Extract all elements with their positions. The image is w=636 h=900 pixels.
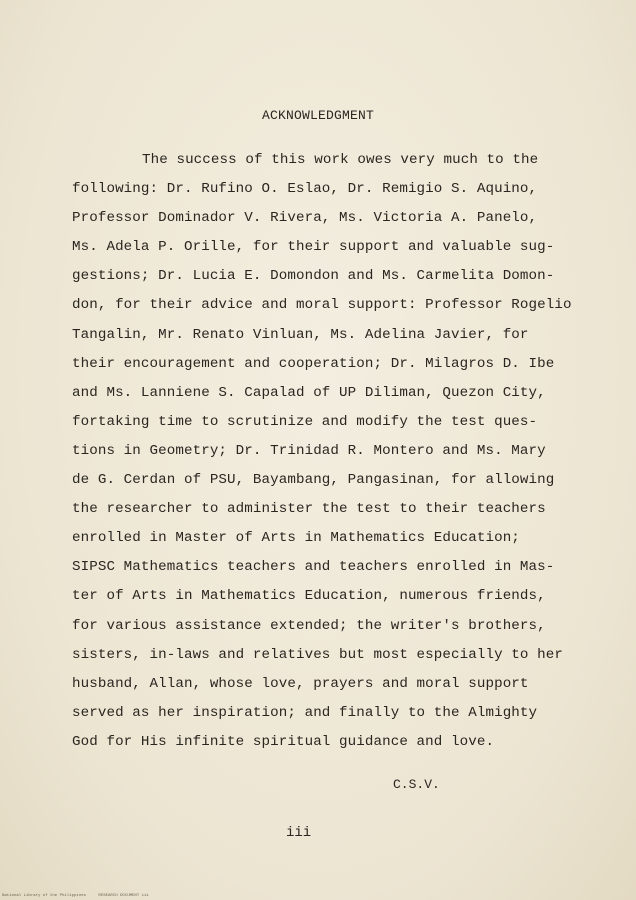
document-title: ACKNOWLEDGMENT bbox=[261, 108, 375, 123]
body-line: God for His infinite spiritual guidance and love. bbox=[72, 733, 495, 750]
body-line: husband, Allan, whose love, prayers and moral support bbox=[72, 675, 529, 692]
page-number: iii bbox=[286, 825, 312, 841]
signature-initials: C.S.V. bbox=[393, 777, 440, 792]
scan-footer bbox=[0, 893, 636, 900]
body-line: Tangalin, Mr. Renato Vinluan, Ms. Adelina Javier, for bbox=[72, 326, 529, 343]
footer-right: RESEARCH DOCUMENT iii bbox=[98, 894, 149, 898]
body-line: de G. Cerdan of PSU, Bayambang, Pangasinan, for allowing bbox=[72, 472, 555, 489]
body-line: The success of this work owes very much to the bbox=[142, 152, 539, 168]
body-line: Professor Dominador V. Rivera, Ms. Victoria A. Panelo, bbox=[72, 210, 538, 227]
body-line: Ms. Adela P. Orille, for their support and valuable sug- bbox=[72, 239, 555, 256]
body-line: following: Dr. Rufino O. Eslao, Dr. Remigio S. Aquino, bbox=[72, 181, 538, 198]
body-line: their encouragement and cooperation; Dr. Milagros D. Ibe bbox=[72, 355, 555, 372]
body-line: sisters, in-laws and relatives but most especially to her bbox=[72, 646, 563, 663]
body-line: tions in Geometry; Dr. Trinidad R. Montero and Ms. Mary bbox=[72, 442, 546, 459]
body-line: for various assistance extended; the writer's brothers, bbox=[72, 617, 546, 634]
body-line: gestions; Dr. Lucia E. Domondon and Ms. Carmelita Domon- bbox=[72, 268, 555, 285]
acknowledgment-body bbox=[72, 150, 592, 761]
body-line: SIPSC Mathematics teachers and teachers enrolled in Mas- bbox=[72, 559, 555, 576]
body-line: don, for their advice and moral support: Professor Rogelio bbox=[72, 297, 572, 314]
body-line: fortaking time to scrutinize and modify the test ques- bbox=[72, 413, 538, 430]
body-line: ter of Arts in Mathematics Education, numerous friends, bbox=[72, 588, 546, 605]
footer-left: National Library of the Philippines bbox=[2, 894, 87, 898]
body-line: and Ms. Lanniene S. Capalad of UP Diliman, Quezon City, bbox=[72, 384, 546, 401]
body-line: enrolled in Master of Arts in Mathematics Education; bbox=[72, 530, 520, 547]
body-line: served as her inspiration; and finally to the Almighty bbox=[72, 704, 538, 721]
body-line: the researcher to administer the test to their teachers bbox=[72, 501, 546, 518]
